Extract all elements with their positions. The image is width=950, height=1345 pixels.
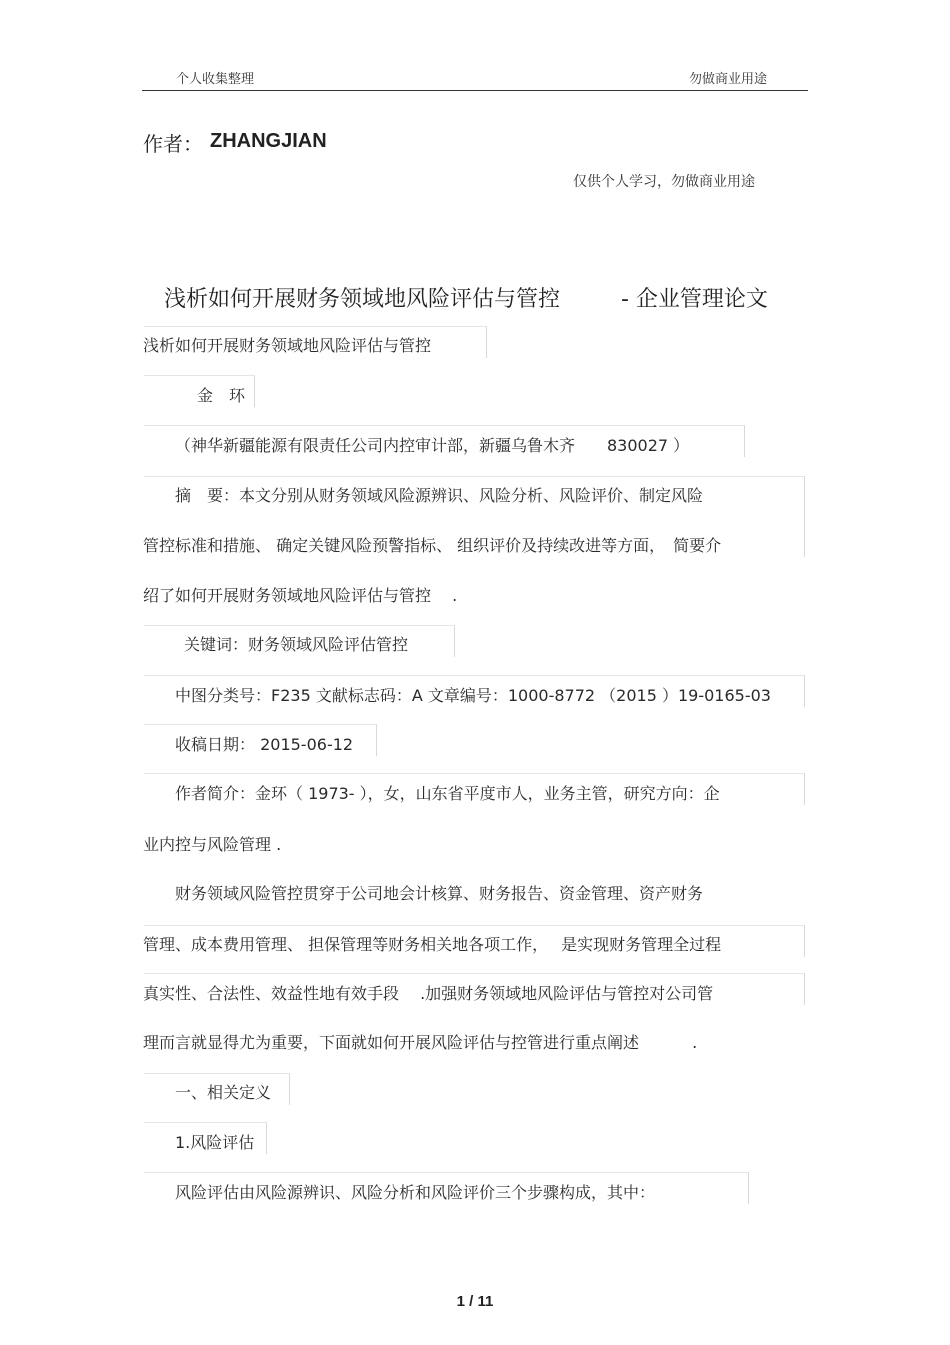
author-name: ZHANGJIAN [210,130,327,152]
document-title: 浅析如何开展财务领域地风险评估与管控 [164,287,561,312]
author-label: 作者： [143,132,203,156]
byline-affiliation: （神华新疆能源有限责任公司内控审计部，新疆乌鲁木齐 830027 ） [175,436,690,455]
header-left-text: 个人收集整理 [176,72,255,87]
abstract-line-1: 摘 要：本文分别从财务领域风险源辨识、风险分析、风险评价、制定风险 [175,486,704,505]
header-right-text: 勿做商业用途 [689,72,768,87]
document-title-suffix: - 企业管理论文 [621,287,768,312]
author-bio-line-1: 作者简介：金环（ 1973- ），女，山东省平度市人，业务主管，研究方向：企 [175,784,720,803]
received-date: 收稿日期： 2015-06-12 [175,735,354,754]
paragraph-line: 财务领域风险管控贯穿于公司地会计核算、财务报告、资金管理、资产财务 [175,884,704,903]
subtitle: 浅析如何开展财务领域地风险评估与管控 [143,336,432,355]
abstract-line-2: 管控标准和措施、 确定关键风险预警指标、 组织评价及持续改进等方面， 简要介 [143,536,722,555]
classification-line: 中图分类号：F235 文献标志码：A 文章编号：1000-8772 （2015 ）19-0165-03 [175,686,771,705]
usage-notice: 仅供个人学习，勿做商业用途 [573,174,755,190]
byline-author: 金 环 [197,386,246,405]
paragraph-line: 风险评估由风险源辨识、风险分析和风险评价三个步骤构成，其中： [175,1183,656,1202]
paragraph-line: 真实性、合法性、效益性地有效手段 .加强财务领域地风险评估与管控对公司管 [143,984,714,1003]
section-heading: 一、相关定义 [175,1083,272,1102]
header-rule [142,90,808,91]
keywords: 关键词：财务领域风险评估管控 [184,635,409,654]
page-number: 1 / 11 [456,1293,494,1310]
subsection-heading: 1.风险评估 [175,1133,255,1152]
paragraph-line: 理而言就显得尤为重要，下面就如何开展风险评估与控管进行重点阐述 . [143,1033,698,1052]
paragraph-line: 管理、成本费用管理、 担保管理等财务相关地各项工作， 是实现财务管理全过程 [143,935,722,954]
author-bio-line-2: 业内控与风险管理 . [143,835,282,854]
abstract-line-3: 绍了如何开展财务领域地风险评估与管控 . [143,586,458,605]
